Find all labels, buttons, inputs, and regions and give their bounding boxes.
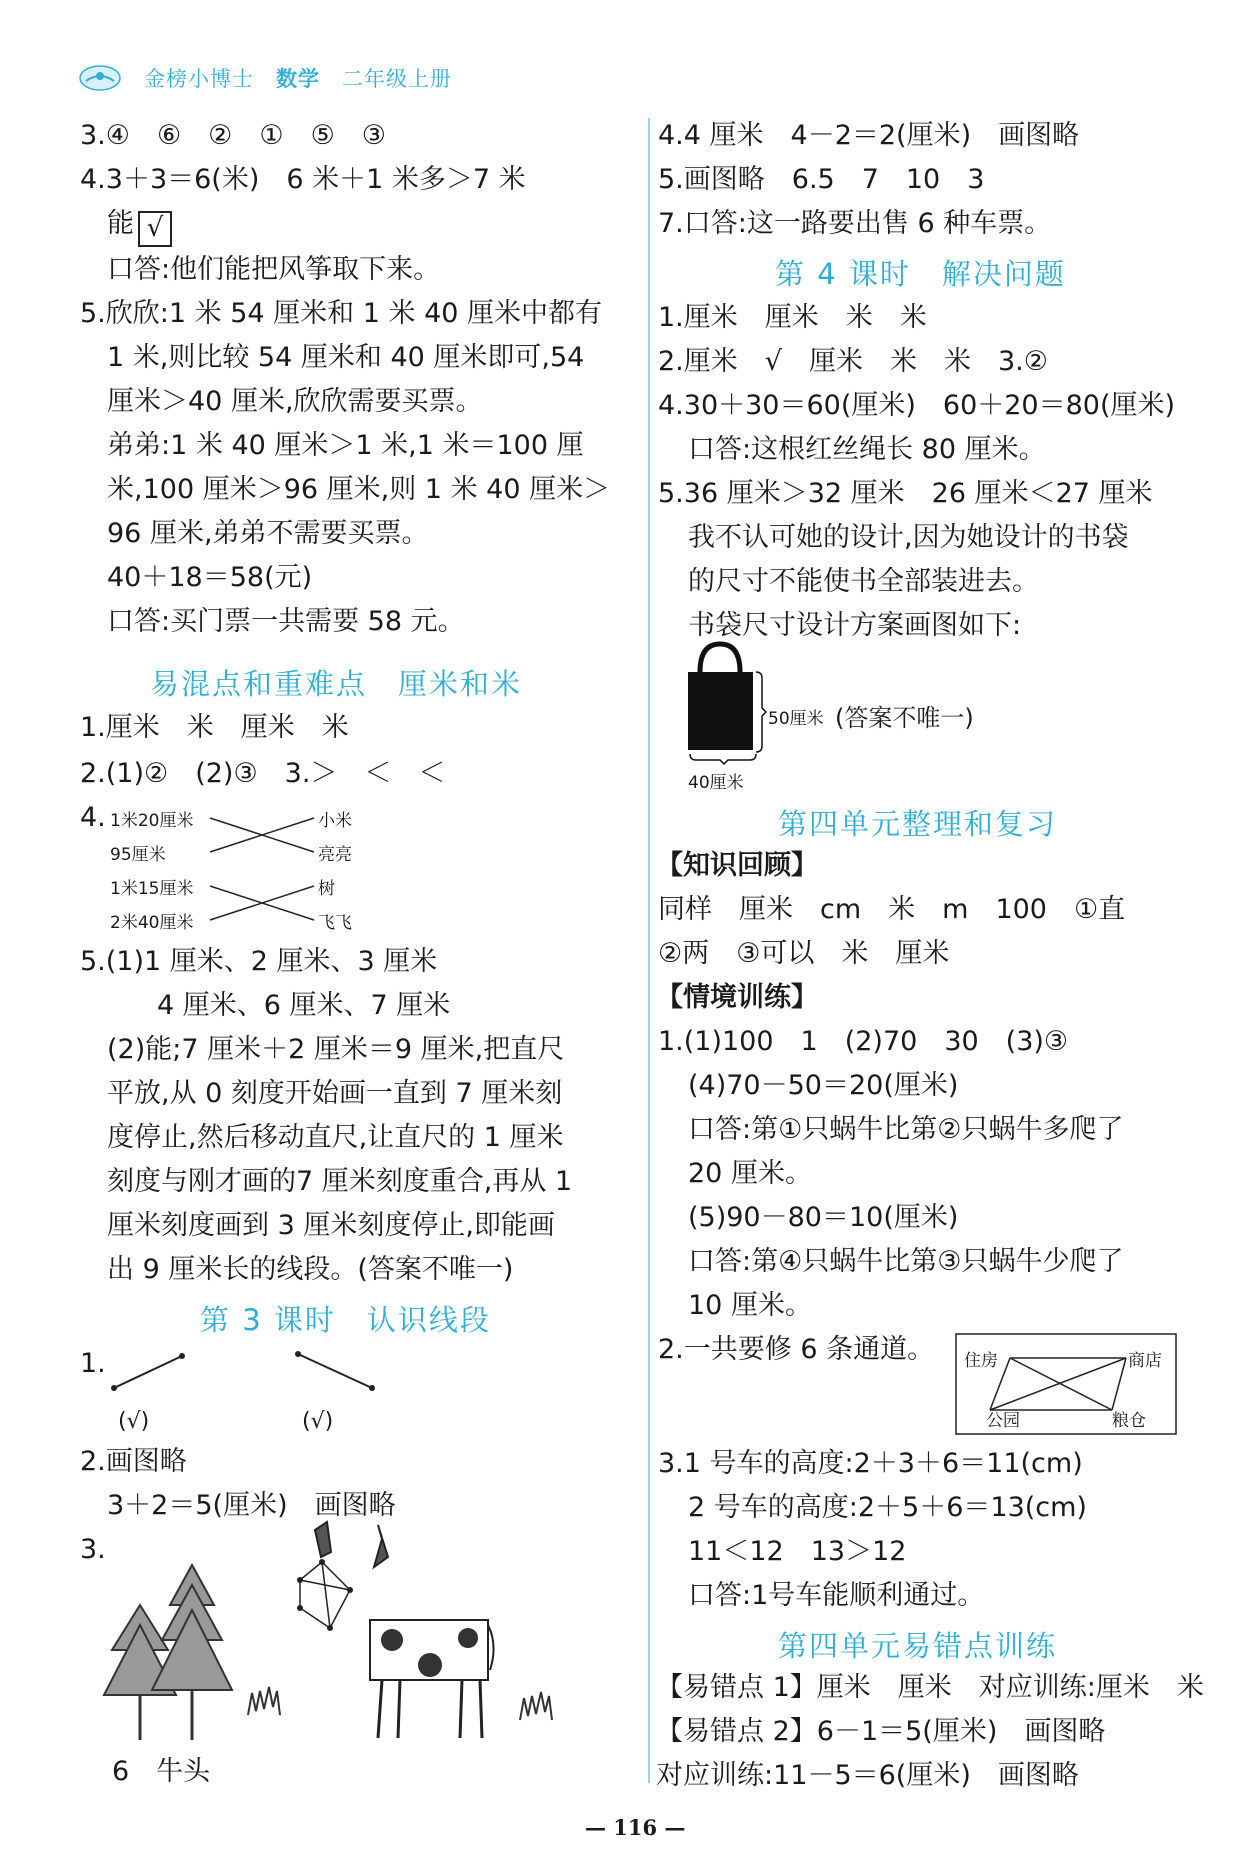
answer-line: 5.画图略 6.5 7 10 3: [658, 164, 985, 195]
bag-height-label: 50厘米: [768, 709, 824, 729]
section-heading: 第四单元易错点训练: [778, 1629, 1058, 1663]
answer-line: 6 牛头: [112, 1756, 211, 1787]
answer-line: (2)能;7 厘米＋2 厘米＝9 厘米,把直尺: [107, 1034, 565, 1065]
answer-line: 1.厘米 米 厘米 米: [80, 712, 349, 743]
map-label: 住房: [964, 1351, 998, 1371]
answer-line: 口答:买门票一共需要 58 元。: [107, 606, 465, 637]
answer-line: (5)90－80＝10(厘米): [688, 1202, 959, 1233]
bag-width-label: 40厘米: [688, 773, 744, 793]
answer-line: 2 号车的高度:2＋5＋6＝13(cm): [688, 1492, 1087, 1523]
answer-line: 20 厘米。: [688, 1158, 812, 1189]
subsection-label: 【知识回顾】: [656, 850, 818, 881]
answer-line: 4.4 厘米 4－2＝2(厘米) 画图略: [658, 120, 1080, 151]
answer-line: 度停止,然后移动直尺,让直尺的 1 厘米: [107, 1122, 564, 1153]
answer-line: 7.口答:这一路要出售 6 种车票。: [658, 208, 1052, 239]
answer-line: 书袋尺寸设计方案画图如下:: [688, 610, 1022, 641]
match-right-label: 飞飞: [318, 913, 352, 933]
answer-line: 3.: [80, 1534, 106, 1565]
answer-line: 2.画图略: [80, 1446, 187, 1477]
answer-line: ②两 ③可以 米 厘米: [658, 938, 950, 969]
answer-line: 口答:他们能把风筝取下来。: [107, 254, 441, 285]
answer-line: 2.(1)② (2)③ 3.＞ ＜ ＜: [80, 758, 446, 789]
answer-line: 5.欣欣:1 米 54 厘米和 1 米 40 厘米中都有: [80, 298, 603, 329]
answer-line: 2.厘米 √ 厘米 米 米 3.②: [658, 346, 1048, 377]
answer-line: 厘米刻度画到 3 厘米刻度停止,即能画: [107, 1210, 555, 1241]
subsection-label: 【情境训练】: [656, 982, 818, 1013]
match-right-label: 亮亮: [318, 845, 352, 865]
section-heading: 第四单元整理和复习: [778, 807, 1058, 841]
answer-line: 出 9 厘米长的线段。(答案不唯一): [107, 1254, 514, 1285]
answer-line: 96 厘米,弟弟不需要买票。: [107, 518, 429, 549]
answer-line: 的尺寸不能使书全部装进去。: [688, 566, 1039, 597]
match-left-label: 1米20厘米: [110, 811, 194, 831]
subject-name: 数学: [276, 67, 320, 91]
answer-line: 口答:这根红丝绳长 80 厘米。: [688, 434, 1046, 465]
answer-line: 【易错点 1】厘米 厘米 对应训练:厘米 米: [656, 1672, 1204, 1703]
answer-line: 对应训练:11－5＝6(厘米) 画图略: [656, 1760, 1079, 1791]
answer-line: 口答:第①只蜗牛比第②只蜗牛多爬了: [688, 1114, 1124, 1145]
answer-line: 刻度与刚才画的7 厘米刻度重合,再从 1: [107, 1166, 573, 1197]
answer-line: 2.一共要修 6 条通道。: [658, 1334, 935, 1365]
answer-line: 4 厘米、6 厘米、7 厘米: [157, 990, 451, 1021]
answer-line: 同样 厘米 cm 米 m 100 ①直: [658, 894, 1126, 925]
answer-line: 3.1 号车的高度:2＋3＋6＝11(cm): [658, 1448, 1083, 1479]
answer-line: 能 √: [107, 206, 172, 247]
answer-line: 口答:第④只蜗牛比第③只蜗牛少爬了: [688, 1246, 1124, 1277]
map-label: 商店: [1128, 1351, 1162, 1371]
check-box: √: [138, 211, 172, 247]
answer-line: 米,100 厘米＞96 厘米,则 1 米 40 厘米＞: [107, 474, 611, 505]
bag-note: (答案不唯一): [835, 704, 974, 732]
answer-line: 4.30＋30＝60(厘米) 60＋20＝80(厘米): [658, 390, 1176, 421]
brand-name: 金榜小博士: [144, 67, 254, 91]
match-right-label: 小米: [318, 811, 352, 831]
answer-line: 弟弟:1 米 40 厘米＞1 米,1 米＝100 厘: [107, 430, 584, 461]
answer-line: 5.(1)1 厘米、2 厘米、3 厘米: [80, 946, 438, 977]
section-heading: 第 3 课时 认识线段: [200, 1303, 491, 1337]
answer-line: 1 米,则比较 54 厘米和 40 厘米即可,54: [107, 342, 585, 373]
answer-line: 厘米＞40 厘米,欣欣需要买票。: [107, 386, 483, 417]
answer-line: 40＋18＝58(元): [107, 562, 313, 593]
answer-line: 11＜12 13＞12: [688, 1536, 907, 1567]
answer-line: 【易错点 2】6－1＝5(厘米) 画图略: [656, 1716, 1106, 1747]
check-answer: (√): [302, 1409, 334, 1434]
map-label: 公园: [986, 1411, 1020, 1431]
section-heading: 第 4 课时 解决问题: [775, 257, 1066, 291]
match-right-label: 树: [318, 879, 335, 899]
answer-line: 5.36 厘米＞32 厘米 26 厘米＜27 厘米: [658, 478, 1153, 509]
answer-line: 我不认可她的设计,因为她设计的书袋: [688, 522, 1129, 553]
answer-line: 口答:1号车能顺利通过。: [688, 1580, 985, 1611]
match-left-label: 1米15厘米: [110, 879, 194, 899]
check-answer: (√): [118, 1409, 150, 1434]
grade-name: 二年级上册: [342, 67, 452, 91]
match-left-label: 2米40厘米: [110, 913, 194, 933]
answer-line: 平放,从 0 刻度开始画一直到 7 厘米刻: [107, 1078, 563, 1109]
answer-line: 3.④ ⑥ ② ① ⑤ ③: [80, 120, 386, 151]
answer-line: 1.厘米 厘米 米 米: [658, 302, 927, 333]
answer-line: 3＋2＝5(厘米) 画图略: [107, 1490, 396, 1521]
page-number: — 116 —: [585, 1815, 686, 1840]
map-label: 粮仓: [1112, 1411, 1146, 1431]
answer-line: (4)70－50＝20(厘米): [688, 1070, 959, 1101]
section-heading: 易混点和重难点 厘米和米: [150, 667, 523, 701]
answer-line: 1.(1)100 1 (2)70 30 (3)③: [658, 1026, 1069, 1057]
answer-line: 1.: [80, 1348, 106, 1379]
answer-line: 4.3＋3＝6(米) 6 米＋1 米多＞7 米: [80, 164, 526, 195]
answer-line: 10 厘米。: [688, 1290, 812, 1321]
match-left-label: 95厘米: [110, 845, 166, 865]
answer-line: 4.: [80, 802, 106, 833]
